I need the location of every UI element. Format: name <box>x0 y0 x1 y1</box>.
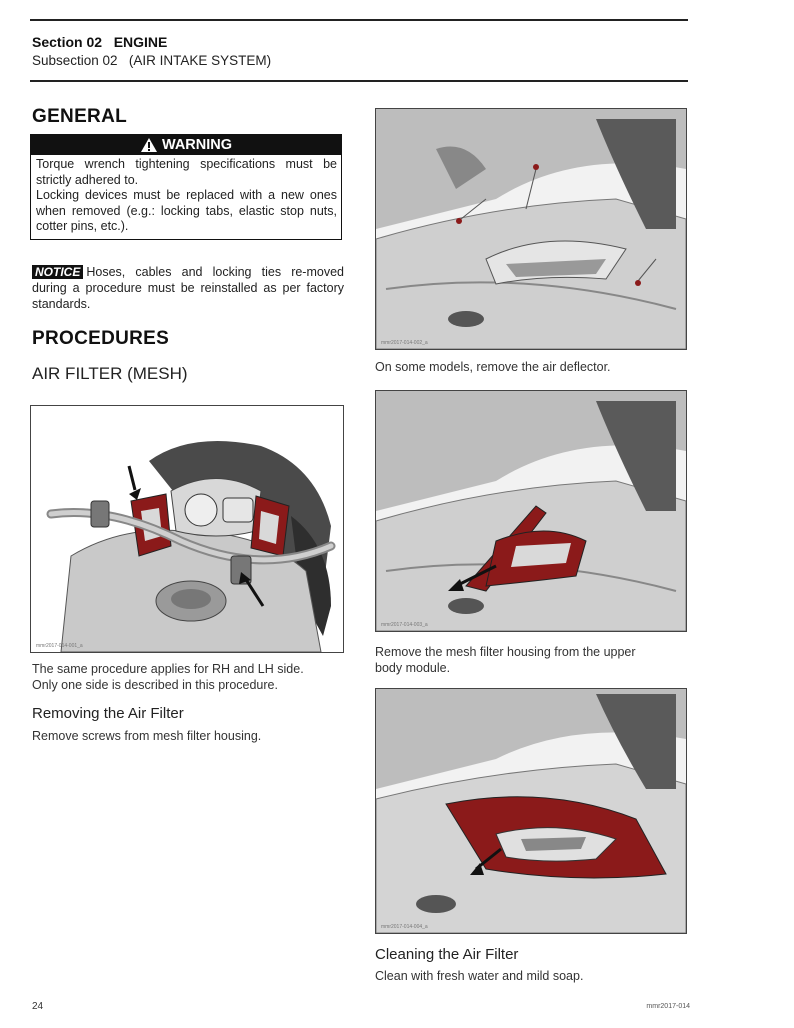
figure-air-deflector <box>375 108 687 350</box>
general-heading: GENERAL <box>32 106 127 127</box>
figure4-id: mmr2017-014-004_a <box>381 924 428 930</box>
section-line <box>32 34 167 50</box>
figure1-id: mmr2017-014-001_a <box>36 643 83 649</box>
warning-triangle-icon <box>140 137 158 153</box>
figure3-caption <box>375 644 691 676</box>
figure1-caption <box>32 661 352 693</box>
header-bottom-rule <box>30 80 688 82</box>
warning-title: WARNING <box>161 137 233 153</box>
figure-housing-removed <box>375 688 687 934</box>
notice-paragraph <box>32 264 344 312</box>
warning-header <box>31 135 341 155</box>
figure3-caption-line-2: body module. <box>375 661 451 675</box>
figure1-caption-line-1: The same procedure applies for RH and LH side. <box>32 662 304 676</box>
subsection-title: (AIR INTAKE SYSTEM) <box>128 53 272 68</box>
removing-heading: Removing the Air Filter <box>32 705 184 722</box>
figure-handlebar-mesh-filter <box>30 405 344 653</box>
figure3-illustration <box>376 391 686 631</box>
subsection-line <box>32 53 271 68</box>
figure2-caption: On some models, remove the air deflector. <box>375 360 611 374</box>
air-filter-subheading: AIR FILTER (MESH) <box>32 364 188 383</box>
figure1-illustration <box>31 406 343 652</box>
warning-box <box>30 134 342 240</box>
warning-text <box>31 155 341 235</box>
procedures-heading: PROCEDURES <box>32 328 170 349</box>
figure2-illustration <box>376 109 686 349</box>
cleaning-heading: Cleaning the Air Filter <box>375 946 519 963</box>
figure2-id: mmr2017-014-002_a <box>381 340 428 346</box>
cleaning-text: Clean with fresh water and mild soap. <box>375 969 584 983</box>
page-number: 24 <box>32 1001 44 1012</box>
figure1-caption-line-2: Only one side is described in this procedure. <box>32 678 278 692</box>
removing-text: Remove screws from mesh filter housing. <box>32 729 262 743</box>
doc-code: mmr2017-014 <box>646 1003 690 1010</box>
figure-remove-housing <box>375 390 687 632</box>
figure3-id: mmr2017-014-003_a <box>381 622 428 628</box>
subsection-label: Subsection 02 <box>32 53 118 68</box>
figure4-illustration <box>376 689 686 933</box>
notice-badge: NOTICE <box>32 265 83 279</box>
section-title: ENGINE <box>113 34 168 50</box>
section-label: Section 02 <box>32 34 103 50</box>
warning-line-1: Torque wrench tightening specifications must be strictly adhered to. <box>36 157 337 187</box>
figure3-caption-line-1: Remove the mesh filter housing from the upper <box>375 645 636 659</box>
warning-line-2: Locking devices must be replaced with a new ones when removed (e.g.: locking tabs, elastic stop nuts, cotter pins, etc.). <box>36 188 337 233</box>
notice-text: Hoses, cables and locking ties re-moved during a procedure must be reinstalled as per factory standards. <box>32 265 344 311</box>
top-rule <box>30 19 688 21</box>
